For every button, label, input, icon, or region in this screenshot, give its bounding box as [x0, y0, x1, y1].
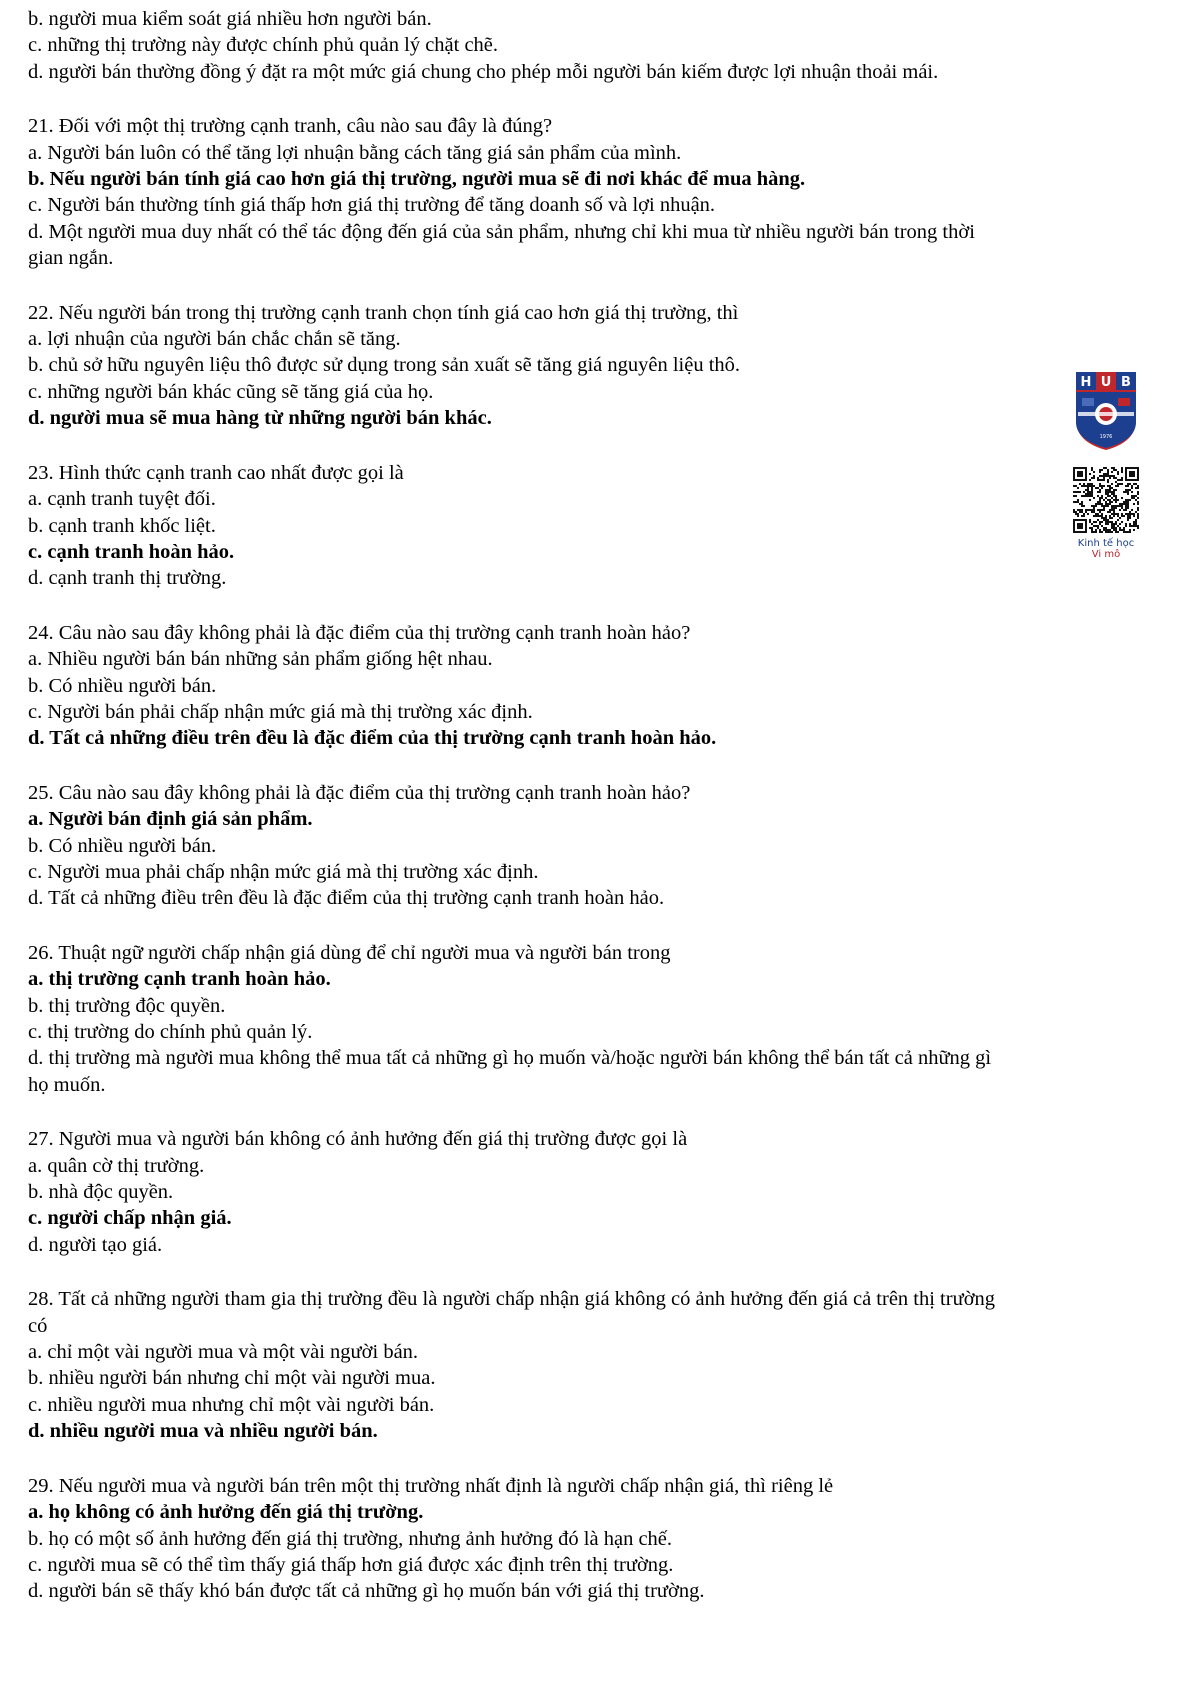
answer-option: d. thị trường mà người mua không thể mua tất cả những gì họ muốn và/hoặc người bán không thể bán tất cả những gì [28, 1047, 992, 1070]
correct-answer-option: d. Tất cả những điều trên đều là đặc điểm của thị trường cạnh tranh hoàn hảo. [28, 727, 717, 750]
answer-option: a. chỉ một vài người mua và một vài người bán. [28, 1341, 419, 1364]
correct-answer-option: b. Nếu người bán tính giá cao hơn giá thị trường, người mua sẽ đi nơi khác để mua hàng. [28, 168, 806, 191]
continuation-line: có [28, 1314, 48, 1337]
question-stem: 24. Câu nào sau đây không phải là đặc điểm của thị trường cạnh tranh hoàn hảo? [28, 621, 691, 644]
question-stem: 29. Nếu người mua và người bán trên một thị trường nhất định là người chấp nhận giá, thì riêng lẻ [28, 1474, 834, 1497]
answer-option: b. cạnh tranh khốc liệt. [28, 514, 216, 537]
question-stem: 26. Thuật ngữ người chấp nhận giá dùng để chỉ người mua và người bán trong [28, 941, 671, 964]
answer-option: b. Có nhiều người bán. [28, 834, 217, 857]
answer-option: c. Người mua phải chấp nhận mức giá mà thị trường xác định. [28, 860, 539, 883]
answer-option: c. người mua sẽ có thể tìm thấy giá thấp hơn giá được xác định trên thị trường. [28, 1553, 674, 1576]
answer-option: d. người bán thường đồng ý đặt ra một mức giá chung cho phép mỗi người bán kiếm được lợi nhuận thoải mái. [28, 60, 939, 83]
correct-answer-option: a. Người bán định giá sản phẩm. [28, 808, 313, 831]
question-stem: 21. Đối với một thị trường cạnh tranh, câu nào sau đây là đúng? [28, 115, 553, 138]
correct-answer-option: c. cạnh tranh hoàn hảo. [28, 540, 235, 563]
answer-option: c. Người bán phải chấp nhận mức giá mà thị trường xác định. [28, 700, 533, 723]
document-body [28, 6, 1178, 1605]
paragraph-gap [28, 1258, 1178, 1286]
qr-caption-line1: Kinh tế học [1077, 538, 1135, 549]
answer-option: a. quân cờ thị trường. [28, 1154, 205, 1177]
continuation-line: gian ngắn. [28, 247, 114, 270]
hub-logo [1074, 370, 1138, 452]
answer-option: b. Có nhiều người bán. [28, 674, 217, 697]
question-stem: 27. Người mua và người bán không có ảnh hưởng đến giá thị trường được gọi là [28, 1128, 688, 1151]
correct-answer-option: d. nhiều người mua và nhiều người bán. [28, 1420, 378, 1443]
answer-option: d. người tạo giá. [28, 1233, 163, 1256]
qr-caption [1062, 538, 1150, 560]
answer-option: c. những người bán khác cũng sẽ tăng giá của họ. [28, 380, 434, 403]
answer-option: c. thị trường do chính phủ quản lý. [28, 1021, 313, 1043]
question-stem: 25. Câu nào sau đây không phải là đặc điểm của thị trường cạnh tranh hoàn hảo? [28, 781, 691, 804]
answer-option: d. cạnh tranh thị trường. [28, 567, 227, 590]
correct-answer-option: c. người chấp nhận giá. [28, 1207, 232, 1230]
correct-answer-option: a. họ không có ảnh hưởng đến giá thị trường. [28, 1501, 424, 1524]
paragraph-gap [28, 1098, 1178, 1126]
answer-option: c. nhiều người mua nhưng chỉ một vài người bán. [28, 1393, 435, 1416]
answer-option: a. Người bán luôn có thể tăng lợi nhuận bằng cách tăng giá sản phẩm của mình. [28, 141, 682, 164]
paragraph-gap [28, 432, 1178, 460]
answer-option: a. lợi nhuận của người bán chắc chắn sẽ tăng. [28, 328, 401, 351]
correct-answer-option: a. thị trường cạnh tranh hoàn hảo. [28, 968, 331, 991]
answer-option: c. Người bán thường tính giá thấp hơn giá thị trường để tăng doanh số và lợi nhuận. [28, 194, 716, 217]
answer-option: a. Nhiều người bán bán những sản phẩm giống hệt nhau. [28, 648, 493, 671]
answer-option: b. họ có một số ảnh hưởng đến giá thị trường, nhưng ảnh hưởng đó là hạn chế. [28, 1527, 673, 1550]
answer-option: b. người mua kiểm soát giá nhiều hơn người bán. [28, 8, 432, 30]
logo-year: 1976 [1099, 434, 1113, 440]
logo-letter-h: H [1080, 375, 1092, 390]
answer-option: c. những thị trường này được chính phủ quản lý chặt chẽ. [28, 34, 499, 57]
logo-letter-b: B [1121, 375, 1131, 390]
logo-letter-u: U [1100, 375, 1112, 390]
correct-answer-option: d. người mua sẽ mua hàng từ những người bán khác. [28, 407, 492, 430]
qr-caption-line2: Vi mô [1091, 549, 1121, 560]
qr-code [1073, 467, 1139, 533]
answer-option: a. cạnh tranh tuyệt đối. [28, 488, 216, 511]
continuation-line: họ muốn. [28, 1073, 106, 1096]
answer-option: d. Tất cả những điều trên đều là đặc điểm của thị trường cạnh tranh hoàn hảo. [28, 887, 665, 910]
answer-option: b. thị trường độc quyền. [28, 994, 226, 1017]
question-stem: 28. Tất cả những người tham gia thị trường đều là người chấp nhận giá không có ảnh hưởng đến giá cả trên thị trường [28, 1288, 996, 1311]
paragraph-gap [28, 592, 1178, 620]
paragraph-gap [28, 272, 1178, 300]
answer-option: d. Một người mua duy nhất có thể tác động đến giá của sản phẩm, nhưng chỉ khi mua từ nhiều người bán trong thời [28, 220, 975, 243]
answer-option: b. chủ sở hữu nguyên liệu thô được sử dụng trong sản xuất sẽ tăng giá nguyên liệu thô. [28, 354, 741, 377]
answer-option: d. người bán sẽ thấy khó bán được tất cả những gì họ muốn bán với giá thị trường. [28, 1580, 705, 1603]
question-stem: 23. Hình thức cạnh tranh cao nhất được gọi là [28, 461, 404, 484]
answer-option: b. nhiều người bán nhưng chỉ một vài người mua. [28, 1367, 436, 1390]
question-stem: 22. Nếu người bán trong thị trường cạnh tranh chọn tính giá cao hơn giá thị trường, thì [28, 301, 739, 324]
paragraph-gap [28, 752, 1178, 780]
paragraph-gap [28, 85, 1178, 113]
paragraph-gap [28, 1445, 1178, 1473]
paragraph-gap [28, 912, 1178, 940]
answer-option: b. nhà độc quyền. [28, 1181, 174, 1204]
